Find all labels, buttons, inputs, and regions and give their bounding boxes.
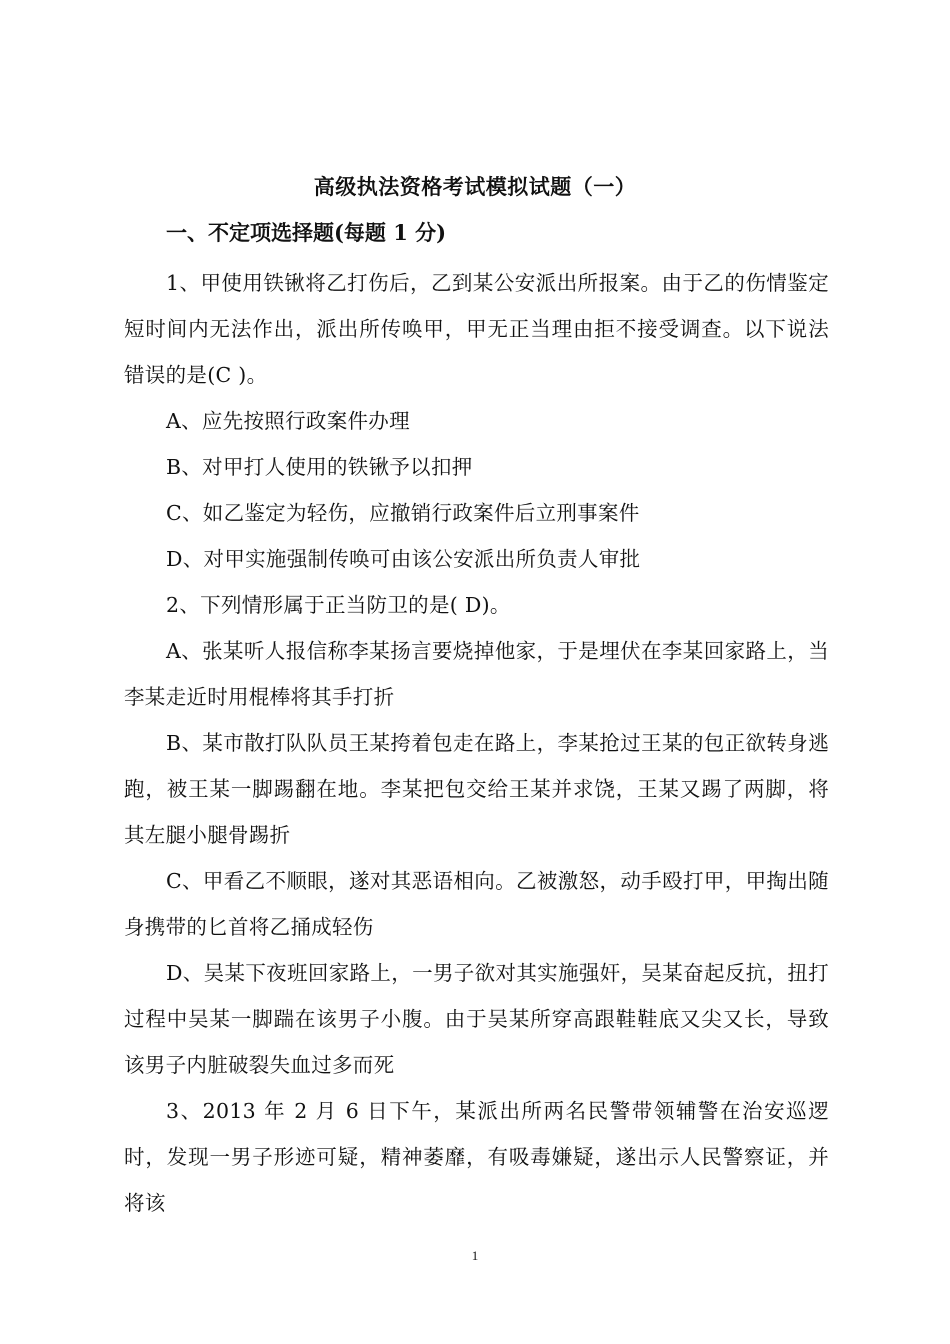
question-1-option-b: B、对甲打人使用的铁锹予以扣押 (166, 455, 473, 479)
document-body (124, 260, 829, 1226)
question-2-option-d: D、吴某下夜班回家路上，一男子欲对其实施强奸，吴某奋起反抗，扭打过程中吴某一脚踹在该男子小腹。由于吴某所穿高跟鞋鞋底又尖又长，导致该男子内脏破裂失血过多而死 (124, 961, 829, 1077)
question-1-stem: 1、甲使用铁锹将乙打伤后，乙到某公安派出所报案。由于乙的伤情鉴定短时间内无法作出，派出所传唤甲，甲无正当理由拒不接受调查。以下说法错误的是(C )。 (124, 271, 829, 387)
section-heading: 一、不定项选择题(每题 1 分) (166, 220, 447, 245)
question-2-stem: 2、下列情形属于正当防卫的是( D)。 (166, 593, 511, 617)
question-1-option-c: C、如乙鉴定为轻伤，应撤销行政案件后立刑事案件 (166, 501, 640, 525)
page-number: 1 (471, 1248, 479, 1263)
question-2-option-c: C、甲看乙不顺眼，遂对其恶语相向。乙被激怒，动手殴打甲，甲掏出随身携带的匕首将乙捅成轻伤 (124, 869, 829, 939)
question-1-option-d: D、对甲实施强制传唤可由该公安派出所负责人审批 (166, 547, 641, 571)
question-3-stem: 3、2013 年 2 月 6 日下午，某派出所两名民警带领辅警在治安巡逻时，发现一男子形迹可疑，精神萎靡，有吸毒嫌疑，遂出示人民警察证，并将该 (124, 1099, 829, 1215)
question-1-option-a: A、应先按照行政案件办理 (166, 409, 410, 433)
page-title: 高级执法资格考试模拟试题（一） (313, 174, 637, 199)
question-2-option-b: B、某市散打队队员王某挎着包走在路上，李某抢过王某的包正欲转身逃跑，被王某一脚踢翻在地。李某把包交给王某并求饶，王某又踢了两脚，将其左腿小腿骨踢折 (124, 731, 829, 847)
question-2-option-a: A、张某听人报信称李某扬言要烧掉他家，于是埋伏在李某回家路上，当李某走近时用棍棒将其手打折 (124, 639, 829, 709)
